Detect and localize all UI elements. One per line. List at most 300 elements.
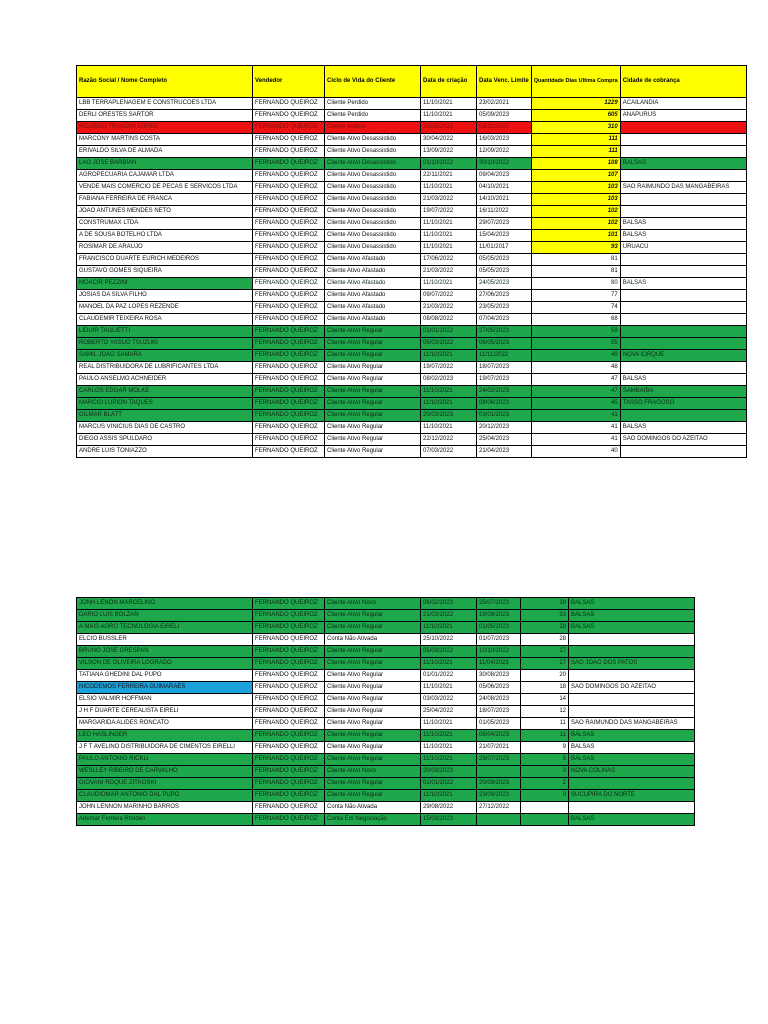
- cell-cycle: Cliente Ativo Regular: [325, 362, 421, 374]
- table-row: [77, 242, 747, 254]
- cell-due: 19/08/2023: [477, 610, 521, 622]
- cell-city: BALSAS: [620, 374, 746, 386]
- cell-created: 11/10/2021: [421, 350, 477, 362]
- header-cycle: Ciclo de Vida do Cliente: [325, 66, 421, 98]
- cell-cycle: Cliente Ativo Regular: [325, 778, 421, 790]
- cell-days: 20: [521, 670, 569, 682]
- cell-city: [569, 706, 695, 718]
- cell-seller: FERNANDO QUEIROZ: [253, 814, 325, 826]
- cell-days: 27: [521, 646, 569, 658]
- table-row: [77, 158, 747, 170]
- client-table-top: [76, 65, 747, 458]
- cell-city: [620, 446, 746, 458]
- cell-cycle: Cliente Ativo Desassistido: [325, 242, 421, 254]
- table-row: [77, 694, 695, 706]
- cell-days: 39: [521, 598, 569, 610]
- cell-cycle: Cliente Ativo Afastado: [325, 254, 421, 266]
- cell-city: [620, 146, 746, 158]
- cell-city: [569, 670, 695, 682]
- client-table-top-body: [77, 66, 747, 458]
- cell-city: ACAILANDIA: [620, 98, 746, 110]
- cell-name: PAULO ANTONIO RICKLI: [77, 754, 253, 766]
- cell-due: 30/08/2023: [477, 670, 521, 682]
- cell-days: 41: [531, 410, 620, 422]
- cell-cycle: Cliente Ativo Afastado: [325, 314, 421, 326]
- table-row: [77, 206, 747, 218]
- cell-days: 59: [531, 326, 620, 338]
- cell-city: SAMBAIBA: [620, 386, 746, 398]
- cell-days: 80: [531, 278, 620, 290]
- table-row: [77, 598, 695, 610]
- cell-seller: FERNANDO QUEIROZ: [253, 122, 325, 134]
- cell-name: BRUNO JOSE GRESPAN: [77, 646, 253, 658]
- cell-seller: FERNANDO QUEIROZ: [253, 802, 325, 814]
- cell-seller: FERNANDO QUEIROZ: [253, 326, 325, 338]
- cell-seller: FERNANDO QUEIROZ: [253, 230, 325, 242]
- cell-due: 09/04/2023: [477, 170, 532, 182]
- cell-created: 11/10/2021: [421, 718, 477, 730]
- cell-cycle: Cliente Ativo Regular: [325, 718, 421, 730]
- cell-created: 20/03/2023: [421, 410, 477, 422]
- table-row: [77, 730, 695, 742]
- cell-due: 16/03/2023: [477, 134, 532, 146]
- cell-created: 21/03/2022: [421, 302, 477, 314]
- cell-days: 48: [531, 362, 620, 374]
- cell-due: 05/09/2023: [477, 110, 532, 122]
- cell-due: 04/10/2021: [477, 182, 532, 194]
- cell-created: 11/10/2021: [421, 242, 477, 254]
- cell-days: [521, 814, 569, 826]
- cell-created: 11/10/2021: [421, 422, 477, 434]
- cell-cycle: Cliente Ativo Desassistido: [325, 218, 421, 230]
- cell-days: 102: [531, 218, 620, 230]
- cell-seller: FERNANDO QUEIROZ: [253, 110, 325, 122]
- cell-days: 12: [521, 706, 569, 718]
- cell-cycle: Cliente Ativo Desassistido: [325, 170, 421, 182]
- cell-due: 06/05/2023: [477, 338, 532, 350]
- cell-created: 15/03/2023: [421, 814, 477, 826]
- cell-name: CLAUDIOMAR ANTONIO DAL PUPO: [77, 790, 253, 802]
- cell-due: 27/06/2023: [477, 290, 532, 302]
- cell-cycle: Cliente Ativo Regular: [325, 730, 421, 742]
- cell-city: BALSAS: [620, 218, 746, 230]
- cell-seller: FERNANDO QUEIROZ: [253, 434, 325, 446]
- cell-due: 30/10/2022: [477, 158, 532, 170]
- cell-created: 07/03/2022: [421, 446, 477, 458]
- cell-seller: FERNANDO QUEIROZ: [253, 646, 325, 658]
- cell-days: 40: [531, 446, 620, 458]
- cell-name: JOHN LENNON MARINHO BARROS: [77, 802, 253, 814]
- cell-cycle: Cliente Ativo Afastado: [325, 266, 421, 278]
- cell-due: 03/11/2022: [477, 122, 532, 134]
- cell-due: 27/12/2022: [477, 802, 521, 814]
- cell-city: [620, 266, 746, 278]
- cell-seller: FERNANDO QUEIROZ: [253, 658, 325, 670]
- cell-created: 21/03/2022: [421, 266, 477, 278]
- cell-days: 47: [531, 374, 620, 386]
- cell-name: J F T AVELINO DISTRIBUIDORA DE CIMENTOS EIRELLI: [77, 742, 253, 754]
- cell-seller: FERNANDO QUEIROZ: [253, 694, 325, 706]
- table-row: [77, 362, 747, 374]
- table-row: [77, 146, 747, 158]
- cell-created: 01/10/2022: [421, 158, 477, 170]
- cell-city: [620, 410, 746, 422]
- cell-created: 11/10/2021: [421, 398, 477, 410]
- cell-created: 11/10/2021: [421, 682, 477, 694]
- cell-city: SAO RAIMUNDO DAS MANGABEIRAS: [620, 182, 746, 194]
- cell-seller: FERNANDO QUEIROZ: [253, 634, 325, 646]
- cell-due: 16/11/2022: [477, 206, 532, 218]
- cell-created: 11/10/2021: [421, 730, 477, 742]
- cell-city: [620, 362, 746, 374]
- cell-cycle: Cliente Ativo Desassistido: [325, 182, 421, 194]
- cell-seller: FERNANDO QUEIROZ: [253, 338, 325, 350]
- cell-days: 111: [531, 146, 620, 158]
- cell-city: [620, 314, 746, 326]
- cell-due: 01/05/2023: [477, 622, 521, 634]
- cell-due: 23/05/2023: [477, 302, 532, 314]
- cell-seller: FERNANDO QUEIROZ: [253, 350, 325, 362]
- cell-cycle: Cliente Ativo Desassistido: [325, 146, 421, 158]
- cell-days: 1229: [531, 98, 620, 110]
- table-row: [77, 446, 747, 458]
- cell-days: 81: [531, 254, 620, 266]
- cell-seller: FERNANDO QUEIROZ: [253, 242, 325, 254]
- table-row: [77, 254, 747, 266]
- cell-cycle: Cliente Ativo Novo: [325, 766, 421, 778]
- cell-days: 55: [531, 338, 620, 350]
- table-row: [77, 778, 695, 790]
- cell-created: 01/01/2022: [421, 326, 477, 338]
- cell-name: LIDUIR TAGLIETTI: [77, 326, 253, 338]
- cell-created: 09/07/2022: [421, 290, 477, 302]
- cell-due: 01/05/2023: [477, 718, 521, 730]
- cell-days: 310: [531, 122, 620, 134]
- cell-name: DERLI ORESTES SARTOR: [77, 110, 253, 122]
- cell-name: A DE SOUSA BOTELHO LTDA: [77, 230, 253, 242]
- cell-cycle: Cliente Ativo Desassistido: [325, 158, 421, 170]
- cell-created: 11/10/2021: [421, 754, 477, 766]
- cell-days: 11: [521, 730, 569, 742]
- cell-cycle: Cliente Ativo Regular: [325, 790, 421, 802]
- cell-seller: FERNANDO QUEIROZ: [253, 598, 325, 610]
- cell-city: [620, 134, 746, 146]
- cell-due: 07/04/2023: [477, 314, 532, 326]
- cell-seller: FERNANDO QUEIROZ: [253, 670, 325, 682]
- cell-seller: FERNANDO QUEIROZ: [253, 446, 325, 458]
- cell-created: 01/01/2022: [421, 778, 477, 790]
- cell-days: 2: [521, 778, 569, 790]
- table-row: [77, 314, 747, 326]
- cell-cycle: Cliente Inativo: [325, 122, 421, 134]
- table-row: [77, 182, 747, 194]
- cell-name: CARLOS EDGAR MOLKE: [77, 386, 253, 398]
- cell-created: 05/03/2022: [421, 646, 477, 658]
- cell-city: BALSAS: [569, 754, 695, 766]
- cell-due: 24/08/2023: [477, 694, 521, 706]
- cell-created: 25/04/2022: [421, 706, 477, 718]
- cell-seller: FERNANDO QUEIROZ: [253, 754, 325, 766]
- table-row: [77, 814, 695, 826]
- cell-city: BALSAS: [569, 742, 695, 754]
- cell-seller: FERNANDO QUEIROZ: [253, 314, 325, 326]
- cell-city: SUCUPIRA DO NORTE: [569, 790, 695, 802]
- cell-name: ANDRE LUIS TONIAZZO: [77, 446, 253, 458]
- cell-city: [620, 338, 746, 350]
- cell-due: 23/09/2023: [477, 790, 521, 802]
- cell-due: [477, 814, 521, 826]
- cell-cycle: Cliente Ativo Regular: [325, 326, 421, 338]
- cell-city: ANAPURUS: [620, 110, 746, 122]
- cell-due: 03/01/2023: [477, 410, 532, 422]
- cell-name: ROBERTO YASUO TSUZUKI: [77, 338, 253, 350]
- cell-seller: FERNANDO QUEIROZ: [253, 730, 325, 742]
- cell-created: 11/10/2021: [421, 278, 477, 290]
- cell-seller: FERNANDO QUEIROZ: [253, 374, 325, 386]
- cell-days: 77: [531, 290, 620, 302]
- cell-seller: FERNANDO QUEIROZ: [253, 290, 325, 302]
- cell-seller: FERNANDO QUEIROZ: [253, 170, 325, 182]
- cell-name: J H F DUARTE CEREALISTA EIRELI: [77, 706, 253, 718]
- cell-created: 11/10/2021: [421, 742, 477, 754]
- header-due: Data Venc. Limite: [477, 66, 532, 98]
- cell-cycle: Cliente Ativo Regular: [325, 386, 421, 398]
- cell-city: [569, 778, 695, 790]
- cell-name: MOACIR PEZZINI: [77, 278, 253, 290]
- table-row: [77, 350, 747, 362]
- cell-cycle: Cliente Ativo Regular: [325, 374, 421, 386]
- cell-city: TASSO FRAGOSO: [620, 398, 746, 410]
- cell-name: Ademar Ferreira Rhoden: [77, 814, 253, 826]
- cell-cycle: Cliente Ativo Regular: [325, 754, 421, 766]
- cell-seller: FERNANDO QUEIROZ: [253, 182, 325, 194]
- cell-created: 17/06/2022: [421, 254, 477, 266]
- cell-name: GILMAR BLATT: [77, 410, 253, 422]
- cell-name: LBB TERRAPLENAGEM E CONSTRUCOES LTDA: [77, 98, 253, 110]
- cell-seller: FERNANDO QUEIROZ: [253, 206, 325, 218]
- cell-days: 28: [521, 622, 569, 634]
- cell-created: 22/12/2022: [421, 434, 477, 446]
- cell-due: 11/04/2023: [477, 658, 521, 670]
- cell-cycle: Cliente Ativo Regular: [325, 350, 421, 362]
- cell-days: 103: [531, 194, 620, 206]
- cell-cycle: Cliente Ativo Regular: [325, 610, 421, 622]
- table-row: [77, 386, 747, 398]
- cell-name: MARCIO LUPION TAQUES: [77, 398, 253, 410]
- cell-created: 05/03/2022: [421, 338, 477, 350]
- cell-due: 05/05/2023: [477, 266, 532, 278]
- cell-name: GIOVANI ROQUE ZITKOSKI: [77, 778, 253, 790]
- cell-city: SAO DOMINGOS DO AZEITAO: [620, 434, 746, 446]
- cell-days: 27: [521, 658, 569, 670]
- cell-days: 47: [531, 386, 620, 398]
- cell-cycle: Cliente Ativo Regular: [325, 742, 421, 754]
- table-row: [77, 194, 747, 206]
- cell-cycle: Cliente Ativo Regular: [325, 446, 421, 458]
- cell-name: FABIANA FERREIRA DE FRANCA: [77, 194, 253, 206]
- cell-name: LAO JOSE BARBIAN: [77, 158, 253, 170]
- cell-created: 11/10/2021: [421, 230, 477, 242]
- cell-cycle: Cliente Ativo Regular: [325, 398, 421, 410]
- table-row: [77, 278, 747, 290]
- cell-cycle: Cliente Perdido: [325, 98, 421, 110]
- client-table-bottom-body: [77, 598, 695, 826]
- cell-seller: FERNANDO QUEIROZ: [253, 158, 325, 170]
- cell-due: 29/07/2023: [477, 218, 532, 230]
- cell-created: 11/10/2021: [421, 622, 477, 634]
- table-row: [77, 122, 747, 134]
- header-city: Cidade de cobrança: [620, 66, 746, 98]
- table-row: [77, 374, 747, 386]
- table-row: [77, 790, 695, 802]
- cell-name: DIEGO ASSIS SPULDARO: [77, 434, 253, 446]
- cell-city: BALSAS: [569, 610, 695, 622]
- cell-due: 20/12/2023: [477, 422, 532, 434]
- cell-cycle: Conta Não Ativada: [325, 802, 421, 814]
- table-row: [77, 134, 747, 146]
- cell-name: JOSIAS DA SILVA FILHO: [77, 290, 253, 302]
- cell-seller: FERNANDO QUEIROZ: [253, 766, 325, 778]
- cell-days: 18: [521, 682, 569, 694]
- table-row: [77, 766, 695, 778]
- cell-name: WESLLEY RIBEIRO DE CARVALHO: [77, 766, 253, 778]
- table-row: [77, 302, 747, 314]
- cell-city: BALSAS: [620, 230, 746, 242]
- table-row: [77, 266, 747, 278]
- cell-created: 11/10/2021: [421, 218, 477, 230]
- cell-cycle: Cliente Ativo Regular: [325, 706, 421, 718]
- cell-seller: FERNANDO QUEIROZ: [253, 218, 325, 230]
- cell-created: 19/07/2022: [421, 206, 477, 218]
- cell-created: 11/10/2021: [421, 182, 477, 194]
- cell-name: JOAO ANTUNES MENDES NETO: [77, 206, 253, 218]
- cell-cycle: Cliente Ativo Afastado: [325, 278, 421, 290]
- cell-cycle: Cliente Ativo Desassistido: [325, 206, 421, 218]
- cell-days: 49: [531, 350, 620, 362]
- table-row: [77, 754, 695, 766]
- cell-name: MARGARIDA ALIDES RONCATO: [77, 718, 253, 730]
- cell-created: 11/10/2021: [421, 790, 477, 802]
- cell-due: 11/01/2017: [477, 242, 532, 254]
- cell-cycle: Conta Não Ativada: [325, 634, 421, 646]
- cell-name: ELCIO BUSSLER: [77, 634, 253, 646]
- table-row: [77, 422, 747, 434]
- cell-days: 605: [531, 110, 620, 122]
- cell-due: 24/02/2023: [477, 386, 532, 398]
- cell-name: MARCUS VINICIUS DIAS DE CASTRO: [77, 422, 253, 434]
- cell-cycle: Cliente Ativo Regular: [325, 670, 421, 682]
- cell-name: CLAUDEMIR TEIXEIRA ROSA: [77, 314, 253, 326]
- cell-due: [477, 766, 521, 778]
- cell-cycle: Cliente Ativo Afastado: [325, 302, 421, 314]
- cell-created: 11/10/2021: [421, 98, 477, 110]
- table-row: [77, 634, 695, 646]
- header-name: Razão Social / Nome Completo: [77, 66, 253, 98]
- cell-seller: FERNANDO QUEIROZ: [253, 362, 325, 374]
- cell-days: 74: [531, 302, 620, 314]
- table-row: [77, 218, 747, 230]
- table-row: [77, 230, 747, 242]
- cell-due: 18/07/2023: [477, 706, 521, 718]
- cell-city: [620, 254, 746, 266]
- cell-cycle: Cliente Ativo Regular: [325, 694, 421, 706]
- cell-seller: FERNANDO QUEIROZ: [253, 98, 325, 110]
- cell-name: A MAIS AGRO TECNOLOGIA EIRELI: [77, 622, 253, 634]
- cell-due: 19/07/2023: [477, 374, 532, 386]
- table-row: [77, 338, 747, 350]
- client-table-bottom: [76, 597, 695, 826]
- cell-city: [620, 206, 746, 218]
- cell-days: 107: [531, 170, 620, 182]
- cell-seller: FERNANDO QUEIROZ: [253, 622, 325, 634]
- cell-name: AGROPECUARIA CAJAMAR LTDA: [77, 170, 253, 182]
- cell-due: 20/09/2023: [477, 778, 521, 790]
- cell-seller: FERNANDO QUEIROZ: [253, 718, 325, 730]
- cell-created: 08/08/2022: [421, 314, 477, 326]
- cell-cycle: Cliente Ativo Desassistido: [325, 134, 421, 146]
- cell-days: [521, 802, 569, 814]
- table-row: [77, 670, 695, 682]
- cell-cycle: Cliente Ativo Desassistido: [325, 194, 421, 206]
- cell-due: 08/04/2023: [477, 730, 521, 742]
- cell-days: 0: [521, 790, 569, 802]
- cell-days: 108: [531, 158, 620, 170]
- cell-name: NICODEMOS FERREIRA GUIMARAES: [77, 682, 253, 694]
- cell-seller: FERNANDO QUEIROZ: [253, 610, 325, 622]
- cell-cycle: Cliente Ativo Regular: [325, 338, 421, 350]
- cell-cycle: Cliente Ativo Regular: [325, 422, 421, 434]
- cell-days: 103: [531, 182, 620, 194]
- cell-seller: FERNANDO QUEIROZ: [253, 146, 325, 158]
- cell-due: 21/04/2023: [477, 446, 532, 458]
- cell-created: 20/03/2023: [421, 766, 477, 778]
- cell-days: 101: [531, 230, 620, 242]
- cell-cycle: Cliente Ativo Regular: [325, 622, 421, 634]
- cell-cycle: Cliente Ativo Novo: [325, 598, 421, 610]
- cell-name: ERIVALDO SILVA DE ALMADA: [77, 146, 253, 158]
- cell-days: 5: [521, 754, 569, 766]
- header-row: [77, 66, 747, 98]
- cell-city: NOVA COLINAS: [569, 766, 695, 778]
- cell-due: 11/11/2022: [477, 350, 532, 362]
- cell-created: 11/10/2021: [421, 110, 477, 122]
- cell-city: BALSAS: [620, 158, 746, 170]
- table-row: [77, 170, 747, 182]
- cell-created: 29/08/2022: [421, 802, 477, 814]
- cell-city: [569, 694, 695, 706]
- cell-seller: FERNANDO QUEIROZ: [253, 266, 325, 278]
- cell-city: BALSAS: [569, 814, 695, 826]
- cell-days: 9: [521, 742, 569, 754]
- cell-name: ROSIMAR DE ARAUJO: [77, 242, 253, 254]
- cell-name: GUSTAVO GOMES SIQUEIRA: [77, 266, 253, 278]
- cell-name: VILSON DE OLIVEIRA LOGRADO: [77, 658, 253, 670]
- cell-days: 33: [521, 610, 569, 622]
- cell-city: SAO JOAO DOS PATOS: [569, 658, 695, 670]
- cell-seller: FERNANDO QUEIROZ: [253, 742, 325, 754]
- cell-name: PAULO ANSELMO ACHNEIDER: [77, 374, 253, 386]
- cell-city: BALSAS: [620, 422, 746, 434]
- cell-cycle: Cliente Ativo Regular: [325, 682, 421, 694]
- cell-cycle: Cliente Ativo Afastado: [325, 290, 421, 302]
- cell-city: BALSAS: [569, 730, 695, 742]
- cell-name: JONH LENON MARCELINO: [77, 598, 253, 610]
- cell-seller: FERNANDO QUEIROZ: [253, 398, 325, 410]
- cell-name: CONSTRUMAX LTDA: [77, 218, 253, 230]
- cell-due: 01/07/2023: [477, 634, 521, 646]
- table-row: [77, 326, 747, 338]
- cell-created: 21/03/2022: [421, 194, 477, 206]
